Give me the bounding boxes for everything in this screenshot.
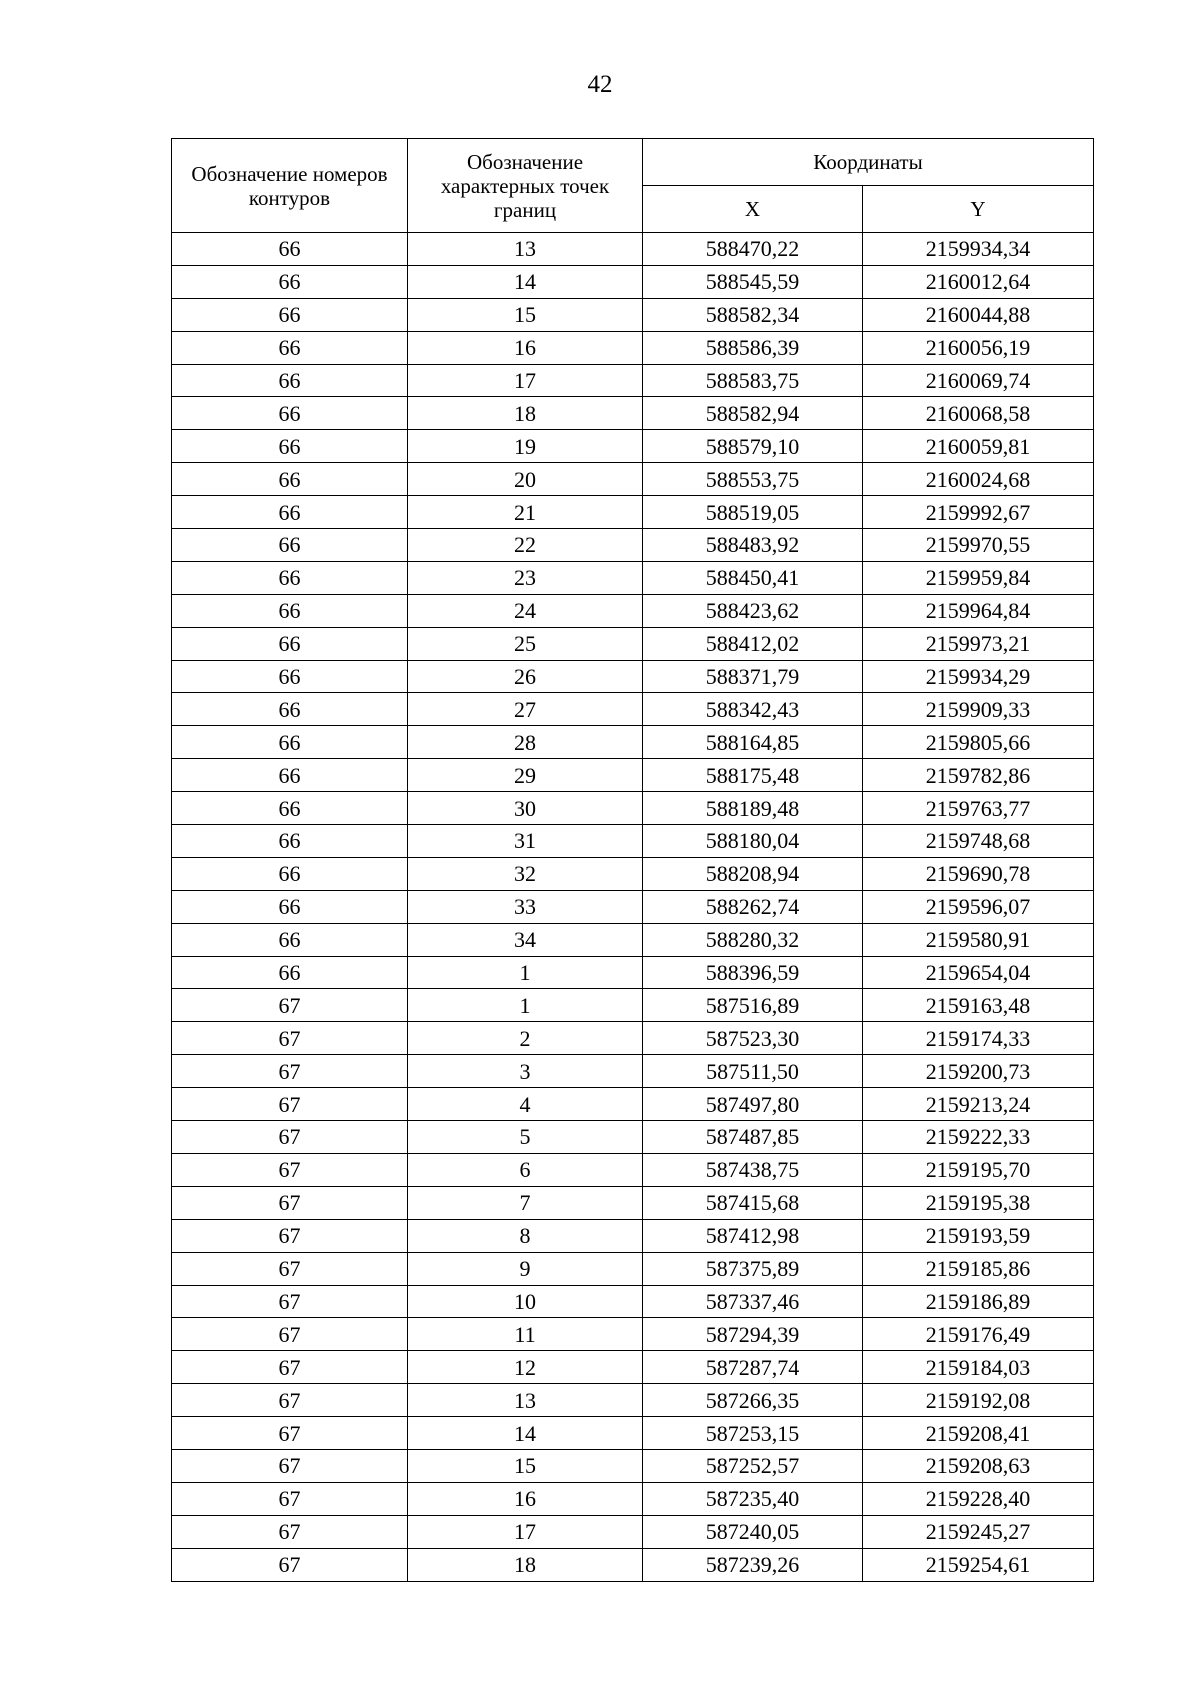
table-row [172,693,1094,726]
cell-point: 27 [408,693,643,726]
table-row [172,298,1094,331]
cell-x: 587235,40 [643,1482,863,1515]
cell-point: 10 [408,1285,643,1318]
table-row [172,496,1094,529]
cell-point: 14 [408,1417,643,1450]
cell-x: 587438,75 [643,1153,863,1186]
cell-contour: 67 [172,1449,408,1482]
cell-point: 29 [408,759,643,792]
header-y: Y [863,186,1094,233]
table-row [172,463,1094,496]
cell-contour: 66 [172,923,408,956]
cell-x: 587239,26 [643,1548,863,1581]
cell-y: 2159228,40 [863,1482,1094,1515]
cell-contour: 66 [172,759,408,792]
cell-point: 18 [408,1548,643,1581]
cell-x: 588545,59 [643,265,863,298]
table-header [172,139,1094,233]
cell-x: 588586,39 [643,331,863,364]
cell-point: 14 [408,265,643,298]
cell-x: 588164,85 [643,726,863,759]
cell-x: 588189,48 [643,792,863,825]
table-row [172,1417,1094,1450]
table-row [172,1548,1094,1581]
cell-x: 587266,35 [643,1384,863,1417]
cell-contour: 66 [172,627,408,660]
table-row [172,397,1094,430]
header-row-1 [172,139,1094,186]
table-row [172,1088,1094,1121]
table-row [172,331,1094,364]
cell-point: 11 [408,1318,643,1351]
cell-point: 15 [408,1449,643,1482]
cell-contour: 67 [172,1153,408,1186]
cell-point: 31 [408,825,643,858]
table-row [172,594,1094,627]
cell-x: 588371,79 [643,660,863,693]
cell-y: 2159186,89 [863,1285,1094,1318]
table-row [172,1351,1094,1384]
cell-x: 587497,80 [643,1088,863,1121]
cell-x: 588583,75 [643,364,863,397]
table-row [172,759,1094,792]
cell-point: 17 [408,364,643,397]
cell-y: 2159992,67 [863,496,1094,529]
table-row [172,792,1094,825]
cell-point: 22 [408,529,643,562]
table-row [172,1252,1094,1285]
cell-contour: 66 [172,496,408,529]
table-row [172,923,1094,956]
cell-y: 2159192,08 [863,1384,1094,1417]
cell-contour: 66 [172,956,408,989]
cell-y: 2159200,73 [863,1055,1094,1088]
cell-point: 6 [408,1153,643,1186]
cell-x: 587516,89 [643,989,863,1022]
table-row [172,825,1094,858]
cell-x: 588450,41 [643,561,863,594]
table-row [172,364,1094,397]
cell-y: 2160068,58 [863,397,1094,430]
table-row [172,1318,1094,1351]
cell-y: 2160024,68 [863,463,1094,496]
cell-x: 587287,74 [643,1351,863,1384]
cell-y: 2160044,88 [863,298,1094,331]
cell-contour: 67 [172,1351,408,1384]
table-row [172,627,1094,660]
cell-x: 588582,34 [643,298,863,331]
cell-contour: 67 [172,1186,408,1219]
cell-point: 2 [408,1022,643,1055]
cell-point: 3 [408,1055,643,1088]
cell-y: 2159805,66 [863,726,1094,759]
cell-y: 2159690,78 [863,857,1094,890]
cell-y: 2159964,84 [863,594,1094,627]
table-row [172,265,1094,298]
cell-y: 2160059,81 [863,430,1094,463]
cell-contour: 66 [172,529,408,562]
cell-y: 2159580,91 [863,923,1094,956]
cell-point: 21 [408,496,643,529]
cell-x: 587240,05 [643,1515,863,1548]
table-row [172,1482,1094,1515]
table-row [172,1285,1094,1318]
cell-point: 24 [408,594,643,627]
cell-point: 19 [408,430,643,463]
cell-point: 34 [408,923,643,956]
cell-y: 2159970,55 [863,529,1094,562]
cell-x: 587415,68 [643,1186,863,1219]
cell-point: 26 [408,660,643,693]
cell-x: 587375,89 [643,1252,863,1285]
cell-y: 2159174,33 [863,1022,1094,1055]
cell-x: 588553,75 [643,463,863,496]
cell-x: 588175,48 [643,759,863,792]
cell-contour: 66 [172,693,408,726]
cell-contour: 67 [172,1384,408,1417]
table-row [172,561,1094,594]
table-row [172,726,1094,759]
cell-point: 13 [408,233,643,266]
cell-point: 32 [408,857,643,890]
cell-y: 2159959,84 [863,561,1094,594]
cell-contour: 66 [172,298,408,331]
cell-contour: 67 [172,1088,408,1121]
cell-x: 588262,74 [643,890,863,923]
cell-y: 2159222,33 [863,1121,1094,1154]
cell-y: 2159208,63 [863,1449,1094,1482]
cell-contour: 67 [172,1022,408,1055]
cell-point: 9 [408,1252,643,1285]
cell-y: 2160012,64 [863,265,1094,298]
cell-contour: 66 [172,660,408,693]
cell-y: 2159176,49 [863,1318,1094,1351]
cell-contour: 66 [172,726,408,759]
cell-y: 2159163,48 [863,989,1094,1022]
table-row [172,660,1094,693]
cell-contour: 67 [172,1318,408,1351]
cell-contour: 66 [172,594,408,627]
cell-contour: 66 [172,857,408,890]
cell-contour: 67 [172,989,408,1022]
cell-y: 2159213,24 [863,1088,1094,1121]
cell-x: 588342,43 [643,693,863,726]
cell-x: 588208,94 [643,857,863,890]
cell-y: 2159973,21 [863,627,1094,660]
cell-point: 33 [408,890,643,923]
cell-point: 5 [408,1121,643,1154]
header-contour: Обозначение номеров контуров [172,139,408,233]
cell-y: 2159208,41 [863,1417,1094,1450]
cell-contour: 67 [172,1055,408,1088]
cell-y: 2159195,70 [863,1153,1094,1186]
table-row [172,890,1094,923]
table-row [172,1449,1094,1482]
cell-y: 2159934,34 [863,233,1094,266]
header-coordinates: Координаты [643,139,1094,186]
cell-x: 587252,57 [643,1449,863,1482]
cell-point: 17 [408,1515,643,1548]
cell-point: 25 [408,627,643,660]
cell-contour: 66 [172,233,408,266]
cell-x: 588470,22 [643,233,863,266]
table-row [172,857,1094,890]
cell-contour: 67 [172,1219,408,1252]
cell-x: 587412,98 [643,1219,863,1252]
cell-contour: 66 [172,364,408,397]
table-row [172,430,1094,463]
cell-point: 16 [408,331,643,364]
cell-y: 2159184,03 [863,1351,1094,1384]
table-row [172,1121,1094,1154]
cell-y: 2159195,38 [863,1186,1094,1219]
cell-point: 18 [408,397,643,430]
cell-y: 2159193,59 [863,1219,1094,1252]
cell-x: 588423,62 [643,594,863,627]
cell-point: 8 [408,1219,643,1252]
cell-point: 4 [408,1088,643,1121]
cell-contour: 66 [172,890,408,923]
cell-x: 587253,15 [643,1417,863,1450]
cell-contour: 67 [172,1548,408,1581]
cell-contour: 67 [172,1285,408,1318]
cell-contour: 67 [172,1482,408,1515]
cell-y: 2160069,74 [863,364,1094,397]
cell-point: 23 [408,561,643,594]
cell-y: 2159185,86 [863,1252,1094,1285]
cell-contour: 67 [172,1121,408,1154]
cell-contour: 66 [172,561,408,594]
cell-y: 2160056,19 [863,331,1094,364]
table-row [172,1219,1094,1252]
cell-y: 2159245,27 [863,1515,1094,1548]
cell-x: 587487,85 [643,1121,863,1154]
cell-point: 15 [408,298,643,331]
cell-y: 2159763,77 [863,792,1094,825]
cell-contour: 67 [172,1417,408,1450]
cell-contour: 66 [172,430,408,463]
cell-x: 588579,10 [643,430,863,463]
table-row [172,956,1094,989]
cell-contour: 66 [172,792,408,825]
cell-x: 588396,59 [643,956,863,989]
table-row [172,1022,1094,1055]
table-row [172,989,1094,1022]
page-number: 42 [587,71,613,98]
cell-contour: 67 [172,1515,408,1548]
cell-contour: 67 [172,1252,408,1285]
table-row [172,1186,1094,1219]
cell-point: 16 [408,1482,643,1515]
cell-y: 2159934,29 [863,660,1094,693]
cell-point: 28 [408,726,643,759]
cell-point: 20 [408,463,643,496]
table-row [172,233,1094,266]
cell-point: 1 [408,956,643,989]
table-row [172,1153,1094,1186]
table-row [172,1055,1094,1088]
cell-contour: 66 [172,265,408,298]
cell-y: 2159654,04 [863,956,1094,989]
cell-point: 1 [408,989,643,1022]
cell-contour: 66 [172,825,408,858]
cell-point: 13 [408,1384,643,1417]
cell-x: 588280,32 [643,923,863,956]
cell-x: 588483,92 [643,529,863,562]
cell-y: 2159909,33 [863,693,1094,726]
header-x: X [643,186,863,233]
cell-contour: 66 [172,397,408,430]
cell-point: 12 [408,1351,643,1384]
cell-x: 587337,46 [643,1285,863,1318]
cell-x: 588412,02 [643,627,863,660]
table-row [172,529,1094,562]
cell-x: 587511,50 [643,1055,863,1088]
cell-contour: 66 [172,463,408,496]
cell-x: 588519,05 [643,496,863,529]
cell-x: 588582,94 [643,397,863,430]
cell-y: 2159254,61 [863,1548,1094,1581]
cell-x: 587294,39 [643,1318,863,1351]
cell-y: 2159596,07 [863,890,1094,923]
cell-point: 30 [408,792,643,825]
cell-x: 587523,30 [643,1022,863,1055]
table-body [172,233,1094,1582]
coordinates-table [171,138,1094,1582]
table-row [172,1384,1094,1417]
cell-x: 588180,04 [643,825,863,858]
cell-contour: 66 [172,331,408,364]
cell-y: 2159748,68 [863,825,1094,858]
cell-y: 2159782,86 [863,759,1094,792]
table-row [172,1515,1094,1548]
cell-point: 7 [408,1186,643,1219]
header-point: Обозначение характерных точек границ [408,139,643,233]
